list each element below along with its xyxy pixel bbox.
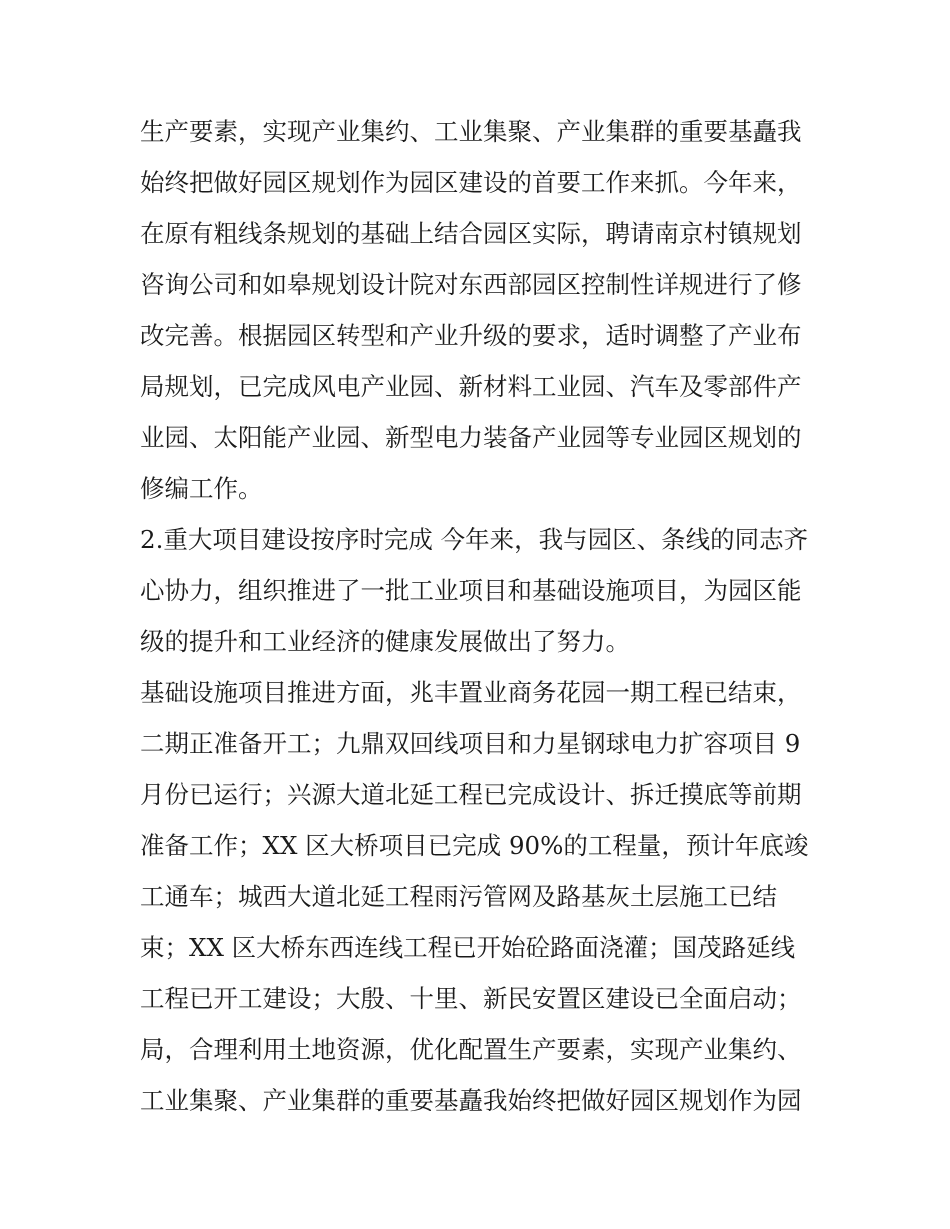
text-line: 咨询公司和如皋规划设计院对东西部园区控制性详规进行了修: [140, 270, 802, 299]
text-line: 生产要素，实现产业集约、工业集聚、产业集群的重要基矗我: [140, 117, 802, 146]
text-line: 2.重大项目建设按序时完成 今年来，我与园区、条线的同志齐: [140, 525, 809, 554]
text-line: 局，合理利用土地资源，优化配置生产要素，实现产业集约、: [140, 1035, 802, 1064]
text-line: 二期正准备开工；九鼎双回线项目和力星钢球电力扩容项目 9: [140, 729, 801, 758]
text-line: 基础设施项目推进方面，兆丰置业商务花园一期工程已结束，: [140, 678, 802, 707]
text-line: 心协力，组织推进了一批工业项目和基础设施项目，为园区能: [140, 576, 802, 605]
text-line: 始终把做好园区规划作为园区建设的首要工作来抓。今年来，: [140, 168, 802, 197]
text-line: 在原有粗线条规划的基础上结合园区实际，聘请南京村镇规划: [140, 219, 802, 248]
text-line: 局规划，已完成风电产业园、新材料工业园、汽车及零部件产: [140, 372, 802, 401]
text-line: 束；XX 区大桥东西连线工程已开始砼路面浇灌；国茂路延线: [140, 933, 796, 962]
text-line: 修编工作。: [140, 474, 263, 503]
text-line: 工通车；城西大道北延工程雨污管网及路基灰土层施工已结: [140, 882, 777, 911]
text-line: 月份已运行；兴源大道北延工程已完成设计、拆迁摸底等前期: [140, 780, 802, 809]
text-line: 准备工作；XX 区大桥项目已完成 90%的工程量，预计年底竣: [140, 831, 809, 860]
text-line: 改完善。根据园区转型和产业升级的要求，适时调整了产业布: [140, 321, 802, 350]
text-line: 级的提升和工业经济的健康发展做出了努力。: [140, 627, 630, 656]
body-text: [140, 106, 820, 1126]
text-line: 业园、太阳能产业园、新型电力装备产业园等专业园区规划的: [140, 423, 802, 452]
text-line: 工程已开工建设；大殷、十里、新民安置区建设已全面启动；: [140, 984, 802, 1013]
text-line: 工业集聚、产业集群的重要基矗我始终把做好园区规划作为园: [140, 1086, 802, 1115]
